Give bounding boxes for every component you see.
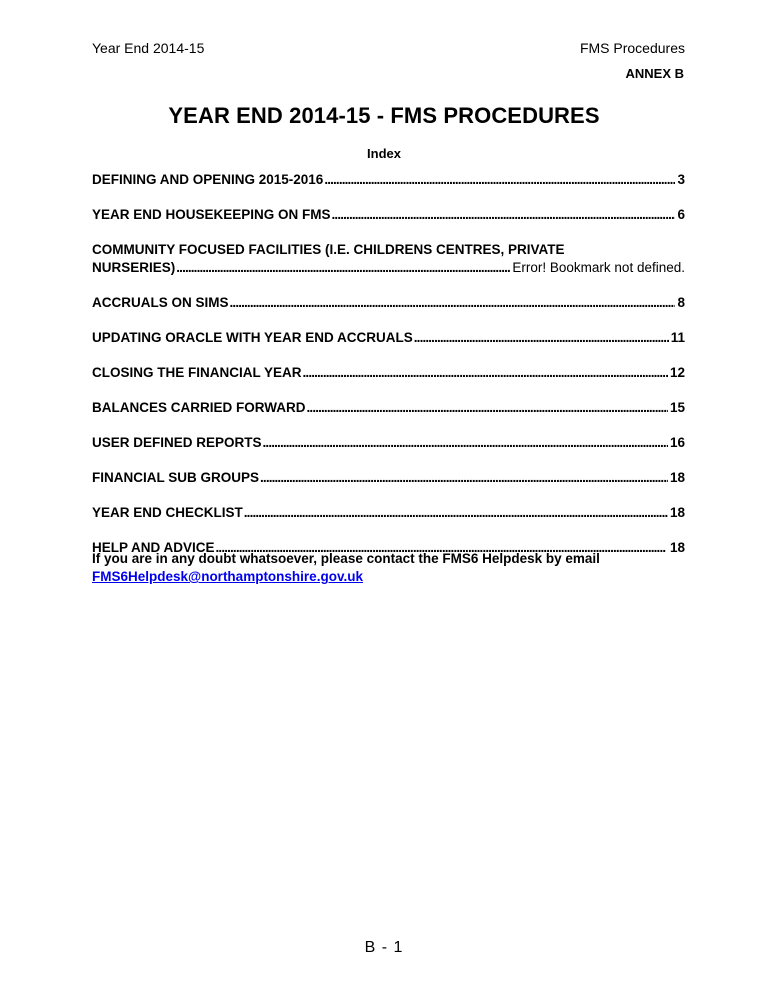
- helpdesk-email-link[interactable]: FMS6Helpdesk@northamptonshire.gov.uk: [92, 569, 363, 584]
- page-title: YEAR END 2014-15 - FMS PROCEDURES: [168, 103, 600, 128]
- toc-entry-accruals-sims[interactable]: [92, 294, 685, 312]
- toc-leader-dots: [244, 504, 668, 522]
- toc-leader-dots: [414, 329, 669, 347]
- header-left: Year End 2014-15: [92, 40, 205, 56]
- helpdesk-note-text: If you are in any doubt whatsoever, please contact the FMS6 Helpdesk by email: [92, 551, 600, 566]
- toc-entry-closing-year[interactable]: [92, 364, 685, 382]
- toc-leader-dots: [263, 434, 668, 452]
- toc-entry-community-facilities[interactable]: [92, 241, 685, 277]
- toc-page-number: 18: [669, 505, 685, 520]
- toc-label: CLOSING THE FINANCIAL YEAR: [92, 365, 302, 380]
- toc-leader-dots: [230, 294, 676, 312]
- toc-label: USER DEFINED REPORTS: [92, 435, 262, 450]
- toc-label: UPDATING ORACLE WITH YEAR END ACCRUALS: [92, 330, 413, 345]
- toc-label: YEAR END CHECKLIST: [92, 505, 243, 520]
- helpdesk-note: [92, 550, 692, 586]
- toc-label: FINANCIAL SUB GROUPS: [92, 470, 260, 485]
- toc-label-line1: COMMUNITY FOCUSED FACILITIES (I.E. CHILDRENS CENTRES, PRIVATE: [92, 242, 565, 257]
- toc-page-number: 6: [677, 207, 685, 222]
- toc-label-line2: NURSERIES): [92, 260, 176, 275]
- toc-page-number: 15: [669, 400, 685, 415]
- toc-entry-balances[interactable]: [92, 399, 685, 417]
- toc-entry-checklist[interactable]: [92, 504, 685, 522]
- toc-label: DEFINING AND OPENING 2015-2016: [92, 172, 324, 187]
- toc-page-number: 18: [669, 470, 685, 485]
- toc-page-error: Error! Bookmark not defined.: [512, 260, 685, 275]
- toc-leader-dots: [260, 469, 668, 487]
- toc-entry-user-reports[interactable]: [92, 434, 685, 452]
- toc-label: ACCRUALS ON SIMS: [92, 295, 229, 310]
- toc-label: HELP AND ADVICE: [92, 540, 215, 555]
- toc-leader-dots: [307, 399, 668, 417]
- toc-page-number: 11: [670, 330, 685, 345]
- toc-entry-sub-groups[interactable]: [92, 469, 685, 487]
- toc-entry-updating-oracle[interactable]: [92, 329, 685, 347]
- toc-entry-housekeeping[interactable]: [92, 206, 685, 224]
- page-footer-number: B - 1: [364, 939, 404, 956]
- toc-page-number: 12: [669, 365, 685, 380]
- toc-leader-dots: [332, 206, 676, 224]
- toc-page-number: 16: [669, 435, 685, 450]
- toc-label: YEAR END HOUSEKEEPING ON FMS: [92, 207, 331, 222]
- toc-entry-defining-opening[interactable]: [92, 171, 685, 189]
- annex-label: ANNEX B: [625, 66, 684, 81]
- toc-label: BALANCES CARRIED FORWARD: [92, 400, 306, 415]
- toc-leader-dots: [303, 364, 668, 382]
- header-right: FMS Procedures: [579, 40, 685, 56]
- toc-leader-dots: [324, 171, 675, 189]
- table-of-contents: [92, 171, 685, 574]
- toc-page-number: 8: [677, 295, 685, 310]
- toc-page-number: 18: [669, 540, 685, 555]
- toc-leader-dots: [176, 259, 510, 277]
- toc-page-number: 3: [677, 172, 685, 187]
- index-heading: Index: [367, 146, 401, 161]
